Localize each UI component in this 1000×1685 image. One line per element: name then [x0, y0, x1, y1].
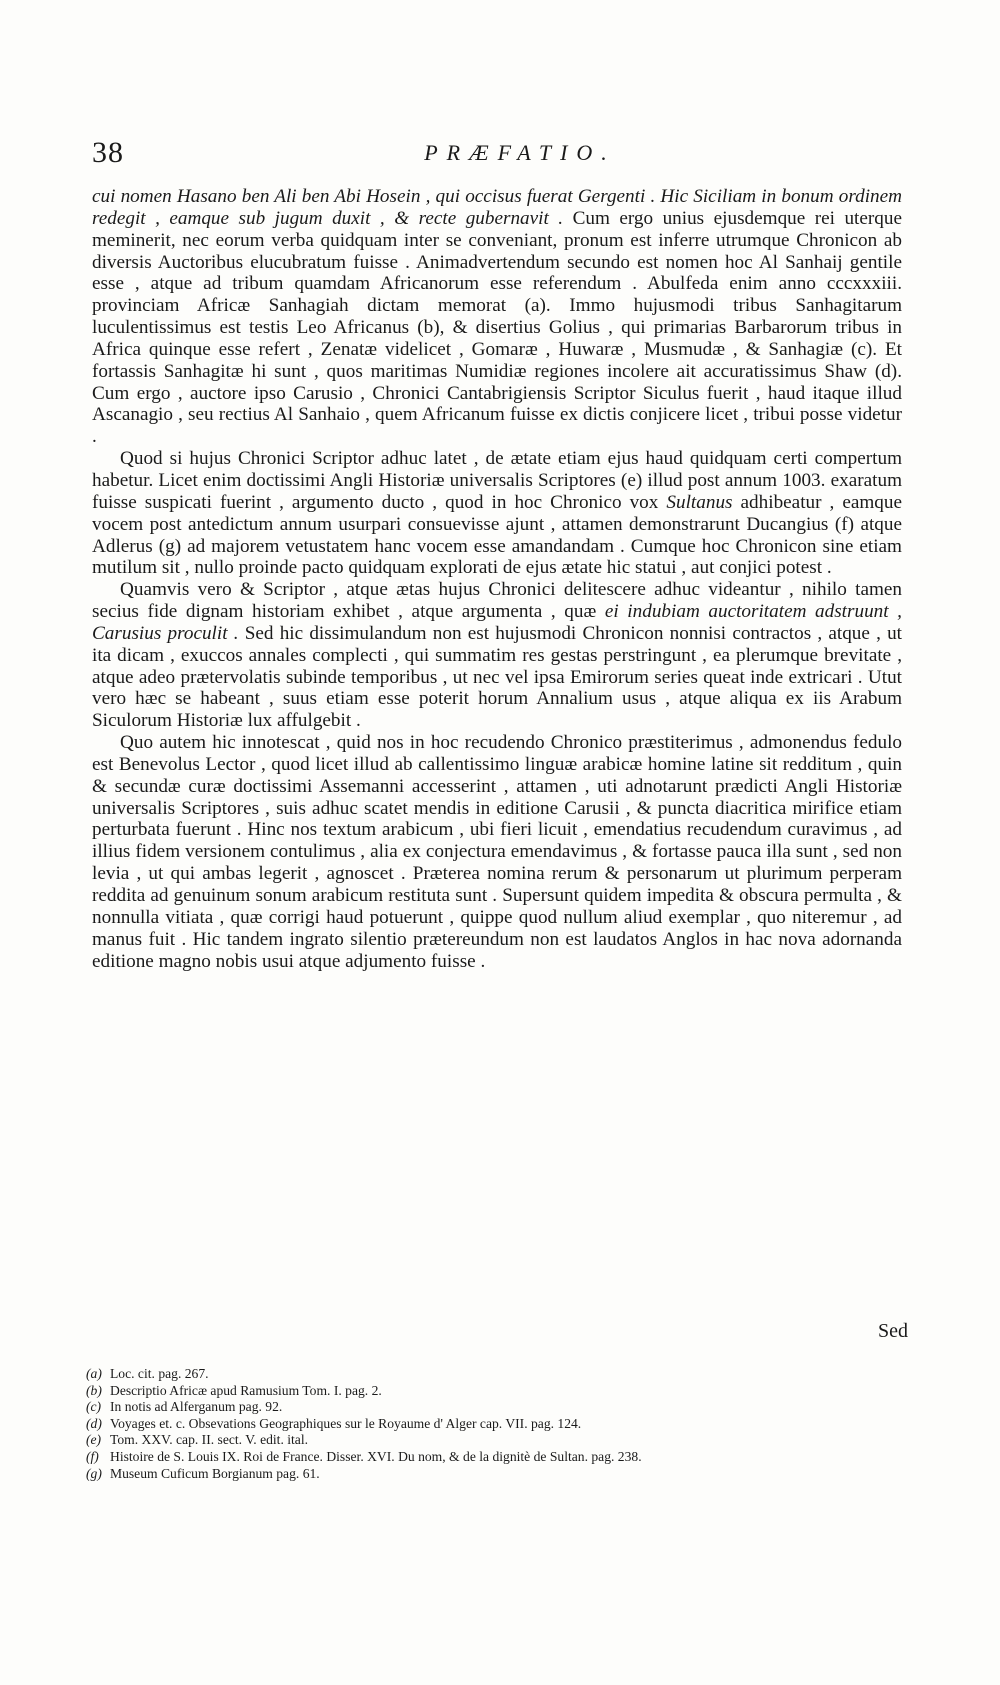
footnotes	[86, 1366, 906, 1482]
footnote-mark: (e)	[86, 1432, 102, 1448]
catchword: Sed	[878, 1320, 908, 1342]
footnote-text: Descriptio Africæ apud Ramusium Tom. I. pag. 2.	[110, 1382, 382, 1398]
page-number: 38	[92, 136, 124, 169]
footnote-mark: (b)	[86, 1382, 102, 1398]
footnote-mark: (d)	[86, 1415, 102, 1431]
footnote	[86, 1383, 906, 1400]
paragraph-2-text-a: Quod si hujus Chronici Scriptor adhuc latet , de ætate etiam ejus haud quidquam certi compertum habetur. Licet enim doctissimi Angli Historiæ universalis Scriptores (e) illud post annum 1003. exaratum fuisse suspicati fuerint , argumento ducto , quod in hoc Chronico vox	[92, 448, 902, 513]
footnote-text: Museum Cuficum Borgianum pag. 61.	[110, 1465, 320, 1481]
footnote	[86, 1432, 906, 1449]
paragraph-1-text: Cum ergo unius ejusdemque rei uterque meminerit, nec eorum verba quidquam inter se conveniant, pronum est inferre utrumque Chronicon ab diversis Auctoribus elucubratum fuisse . Animadvertendum secundo est nomen hoc Al Sanhaij gentile esse , atque ad tribum quamdam Africanorum esse referendum . Abulfeda enim anno cccxxxiii. provinciam Africæ Sanhagiah dictam memorat (a). Immo hujusmodi tribus Sanhagitarum luculentissimus est testis Leo Africanus (b), & disertius Golius , qui primarias Barbarorum tribus in Africa quinque esse refert , Zenatæ videlicet , Gomaræ , Huwaræ , Musmudæ , & Sanhagiæ (c). Et fortassis Sanhagitæ hi sunt , quos maritimas Numidiæ regiones incolere ait accuratissimus Shaw (d). Cum ergo , auctore ipso Carusio , Chronici Cantabrigiensis Scriptor Siculus fuerit , haud itaque illud Ascanagio , seu rectius Al Sanhaio , quem Africanum fuisse ex dictis conjicere licet , tribui posse videtur .	[92, 207, 902, 448]
body-text	[92, 186, 902, 972]
footnote-mark: (c)	[86, 1399, 102, 1415]
footnote	[86, 1449, 906, 1466]
paragraph-2-text-b: adhibeatur , eamque vocem post antedictum annum usurpari consuevisse ajunt , attamen demonstrarunt Ducangius (f) atque Adlerus (g) ad majorem vetustatem hanc vocem esse amandandam . Cumque hoc Chronicon sine etiam mutilum sit , nullo proinde pacto quidquam explorati de ejus ætate hic statui , aut conjici potest .	[92, 491, 903, 579]
footnote-mark: (f)	[86, 1448, 99, 1464]
paragraph-3-text-b: Sed hic dissimulandum non est hujusmodi Chronicon nonnisi contractos , atque , ut ita dicam , exuccos annales complecti , qui summatim res gestas perstringunt , ea plerumque brevitate , atque adeo prætervolatis subinde temporibus , ut nec vel ipsa Emirorum series queat inde extricari . Utut vero hæc se habeant , suus etiam esse poterit horum Annalium usus , atque aliqua ex iis Arabum Siculorum Historiæ lux affulgebit .	[92, 622, 902, 732]
paragraph-4: Quo autem hic innotescat , quid nos in hoc recudendo Chronico præstiterimus , admonendus fedulo est Benevolus Lector , quod licet illud ab callentissimo linguæ arabicæ homine latine sit redditum , quin & secundæ curæ doctissimi Assemanni accesserint , attamen , uti adnotarunt prædicti Angli Historiæ universalis Scriptores , suis adhuc scatet mendis in editione Carusii , & puncta diacritica mirifice etiam perturbata fuerunt . Hinc nos textum arabicum , ubi fieri licuit , emendatius recudendum curavimus , ad illius fidem versionem contulimus , alia ex conjectura emendavimus , & fortasse pauca illa sunt , sed non levia , ut qui ambas legerit , agnoscet . Præterea nomina rerum & personarum ut plurimum perperam reddita ad genuinum sonum arabicum restituta sunt . Supersunt quidem impedita & obscura permulta , & nonnulla vitiata , quæ corrigi haud potuerunt , quippe quod nullum aliud exemplar , quo niteremur , ad manus fuit . Hic tandem ingrato silentio prætereundum non est laudatos Anglos in hac nova adornanda editione magno nobis usui atque adjumento fuisse .	[92, 732, 902, 972]
footnote-text: Voyages et. c. Obsevations Geographiques sur le Royaume d' Alger cap. VII. pag. 124.	[110, 1415, 582, 1431]
footnote	[86, 1366, 906, 1383]
footnote-mark: (g)	[86, 1465, 102, 1481]
paragraph-1	[92, 186, 902, 448]
footnote-text: Histoire de S. Louis IX. Roi de France. Disser. XVI. Du nom, & de la dignitè de Sultan. pag. 238.	[110, 1448, 642, 1464]
paragraph-1-italic: cui nomen Hasano ben Ali ben Abi Hosein , qui occisus fuerat Gergenti . Hic Siciliam in bonum ordinem redegit , eamque sub jugum duxit , & recte gubernavit .	[92, 186, 902, 229]
footnote	[86, 1466, 906, 1483]
running-head: PRÆFATIO.	[424, 140, 616, 165]
paragraph-3-text-a: Quamvis vero & Scriptor , atque ætas hujus Chronici delitescere adhuc videantur , nihilo tamen secius fide dignam historiam exhibet , atque argumenta , quæ	[92, 579, 902, 623]
footnote-text: Tom. XXV. cap. II. sect. V. edit. ital.	[110, 1432, 309, 1448]
paragraph-3-italic: ei indubiam auctoritatem adstruunt , Carusius proculit .	[92, 601, 902, 644]
footnote	[86, 1399, 906, 1416]
footnote-mark: (a)	[86, 1366, 102, 1381]
paragraph-2	[92, 448, 902, 579]
paragraph-2-italic: Sultanus	[666, 491, 733, 513]
paragraph-3	[92, 579, 902, 732]
footnote-text: In notis ad Alferganum pag. 92.	[110, 1399, 283, 1415]
footnote	[86, 1416, 906, 1433]
footnote-text: Loc. cit. pag. 267.	[110, 1366, 209, 1381]
